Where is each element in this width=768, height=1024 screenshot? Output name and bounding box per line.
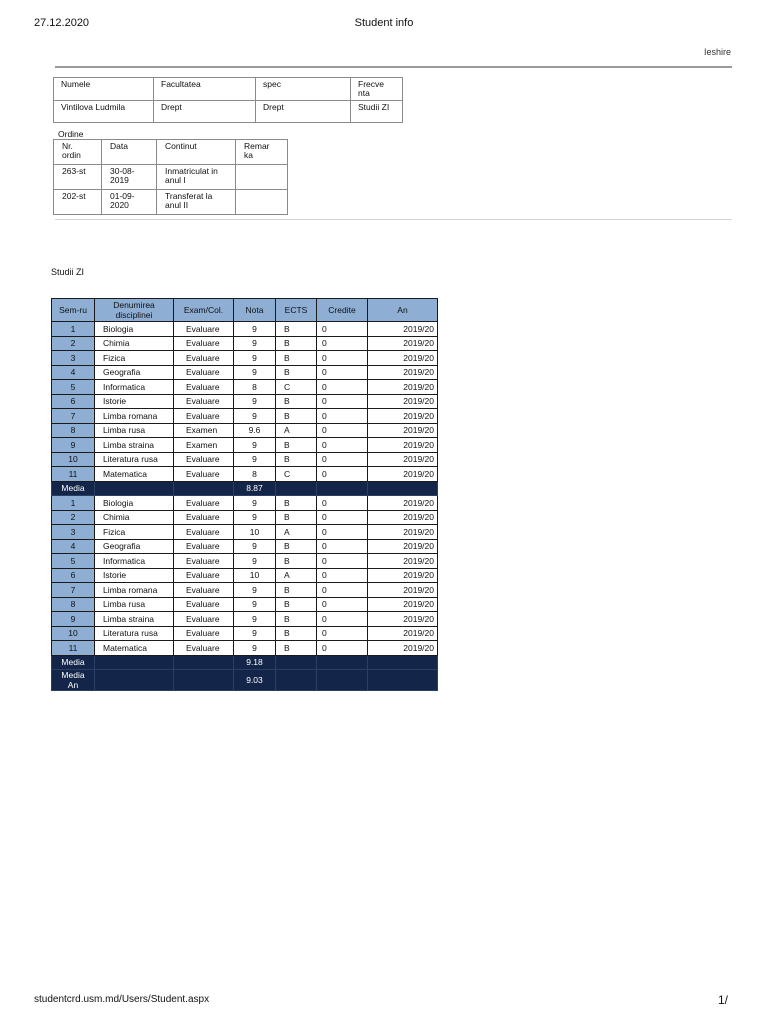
grade-cell: 9 — [234, 539, 276, 554]
discipline-cell: Istorie — [95, 568, 174, 583]
discipline-cell: Matematica — [95, 467, 174, 482]
average-row — [52, 481, 438, 496]
year-cell: 2019/20 — [368, 365, 438, 380]
section-divider — [55, 219, 732, 220]
discipline-cell: Biologia — [95, 496, 174, 511]
year-cell: 2019/20 — [368, 525, 438, 540]
year-cell: 2019/20 — [368, 380, 438, 395]
header-frequency: Frecve nta — [351, 78, 403, 101]
credits-cell: 0 — [317, 554, 368, 569]
semester-cell: 7 — [52, 583, 95, 598]
semester-cell: 5 — [52, 380, 95, 395]
semester-cell: 1 — [52, 496, 95, 511]
order-row — [54, 165, 288, 190]
table-row — [52, 394, 438, 409]
ects-cell — [276, 655, 317, 670]
ects-cell: B — [276, 351, 317, 366]
discipline-cell: Matematica — [95, 641, 174, 656]
exam-type-cell: Evaluare — [174, 626, 234, 641]
exam-type-cell: Evaluare — [174, 597, 234, 612]
grades-body — [52, 322, 438, 691]
exam-type-cell — [174, 670, 234, 691]
credits-cell: 0 — [317, 612, 368, 627]
ects-cell — [276, 481, 317, 496]
student-name: Vintilova Ludmila — [54, 101, 154, 123]
exam-type-cell: Evaluare — [174, 496, 234, 511]
average-value: 8.87 — [234, 481, 276, 496]
order-content-header: Continut — [157, 140, 236, 165]
year-header: An — [368, 299, 438, 322]
exam-type-cell: Evaluare — [174, 539, 234, 554]
grade-cell: 8 — [234, 380, 276, 395]
ects-cell: A — [276, 568, 317, 583]
grade-cell: 9 — [234, 626, 276, 641]
discipline-cell: Informatica — [95, 380, 174, 395]
semester-cell: 7 — [52, 409, 95, 424]
year-cell: 2019/20 — [368, 612, 438, 627]
table-row — [52, 452, 438, 467]
average-label: Media — [52, 655, 95, 670]
year-cell: 2019/20 — [368, 539, 438, 554]
exam-type-cell: Evaluare — [174, 525, 234, 540]
exam-type-cell: Evaluare — [174, 452, 234, 467]
page-title: Student info — [354, 17, 414, 29]
ects-header: ECTS — [276, 299, 317, 322]
grade-cell: 10 — [234, 525, 276, 540]
year-cell — [368, 481, 438, 496]
grades-table — [51, 298, 438, 691]
grade-cell: 9 — [234, 597, 276, 612]
ects-cell: B — [276, 510, 317, 525]
discipline-cell: Geografia — [95, 365, 174, 380]
discipline-cell: Informatica — [95, 554, 174, 569]
average-value: 9.03 — [234, 670, 276, 691]
semester-cell: 3 — [52, 525, 95, 540]
grade-cell: 9 — [234, 583, 276, 598]
ects-cell: C — [276, 467, 317, 482]
grade-cell: 9 — [234, 510, 276, 525]
credits-cell: 0 — [317, 322, 368, 337]
credits-cell: 0 — [317, 438, 368, 453]
discipline-cell: Literatura rusa — [95, 626, 174, 641]
grade-cell: 9 — [234, 641, 276, 656]
credits-cell — [317, 481, 368, 496]
order-remark — [236, 190, 288, 215]
year-cell: 2019/20 — [368, 452, 438, 467]
discipline-cell — [95, 670, 174, 691]
year-cell: 2019/20 — [368, 394, 438, 409]
order-date: 30-08-2019 — [102, 165, 157, 190]
table-row — [52, 510, 438, 525]
credits-cell: 0 — [317, 496, 368, 511]
average-label: Media An — [52, 670, 95, 691]
grade-cell: 9 — [234, 336, 276, 351]
grade-cell: 8 — [234, 467, 276, 482]
ects-cell: B — [276, 322, 317, 337]
credits-cell: 0 — [317, 423, 368, 438]
ects-cell: B — [276, 365, 317, 380]
credits-cell: 0 — [317, 336, 368, 351]
semester-cell: 3 — [52, 351, 95, 366]
student-info-header-row — [54, 78, 403, 101]
ects-cell: B — [276, 583, 317, 598]
exam-type-cell: Evaluare — [174, 322, 234, 337]
semester-cell: 4 — [52, 365, 95, 380]
semester-cell: 10 — [52, 452, 95, 467]
discipline-cell — [95, 655, 174, 670]
exam-type-cell: Evaluare — [174, 380, 234, 395]
order-remark — [236, 165, 288, 190]
ects-cell: B — [276, 336, 317, 351]
credits-cell: 0 — [317, 539, 368, 554]
discipline-cell: Limba straina — [95, 438, 174, 453]
year-cell: 2019/20 — [368, 510, 438, 525]
logout-link[interactable]: Ieshire — [703, 47, 731, 57]
grade-cell: 9 — [234, 554, 276, 569]
order-content: Transferat la anul II — [157, 190, 236, 215]
ects-cell: B — [276, 597, 317, 612]
ects-cell: C — [276, 380, 317, 395]
semester-cell: 1 — [52, 322, 95, 337]
exam-type-cell: Evaluare — [174, 336, 234, 351]
header-specialty: spec — [256, 78, 351, 101]
credits-cell: 0 — [317, 467, 368, 482]
semester-cell: 5 — [52, 554, 95, 569]
header-name: Numele — [54, 78, 154, 101]
exam-type-cell — [174, 655, 234, 670]
table-row — [52, 365, 438, 380]
average-value: 9.18 — [234, 655, 276, 670]
grade-cell: 9 — [234, 394, 276, 409]
table-row — [52, 380, 438, 395]
average-row — [52, 670, 438, 691]
order-content: Inmatriculat in anul I — [157, 165, 236, 190]
table-row — [52, 597, 438, 612]
student-frequency: Studii ZI — [351, 101, 403, 123]
grade-cell: 9 — [234, 452, 276, 467]
table-row — [52, 641, 438, 656]
order-number-header: Nr. ordin — [54, 140, 102, 165]
student-faculty: Drept — [154, 101, 256, 123]
credits-cell: 0 — [317, 510, 368, 525]
semester-cell: 8 — [52, 423, 95, 438]
header-faculty: Facultatea — [154, 78, 256, 101]
table-row — [52, 438, 438, 453]
exam-type-cell: Evaluare — [174, 365, 234, 380]
credits-cell: 0 — [317, 365, 368, 380]
year-cell: 2019/20 — [368, 438, 438, 453]
semester-cell: 2 — [52, 510, 95, 525]
discipline-cell: Chimia — [95, 510, 174, 525]
grade-cell: 9 — [234, 365, 276, 380]
grade-cell: 9 — [234, 322, 276, 337]
year-cell: 2019/20 — [368, 336, 438, 351]
credits-cell — [317, 655, 368, 670]
ects-cell: B — [276, 409, 317, 424]
semester-cell: 11 — [52, 641, 95, 656]
credits-cell: 0 — [317, 452, 368, 467]
semester-cell: 6 — [52, 568, 95, 583]
table-row — [52, 496, 438, 511]
discipline-cell: Limba rusa — [95, 423, 174, 438]
table-row — [52, 525, 438, 540]
semester-cell: 9 — [52, 438, 95, 453]
ects-cell: B — [276, 626, 317, 641]
table-row — [52, 322, 438, 337]
semester-cell: 9 — [52, 612, 95, 627]
exam-type-cell: Examen — [174, 438, 234, 453]
discipline-cell: Fizica — [95, 351, 174, 366]
discipline-header: Denumirea disciplinei — [95, 299, 174, 322]
order-number: 263-st — [54, 165, 102, 190]
average-row — [52, 655, 438, 670]
exam-type-cell — [174, 481, 234, 496]
average-label: Media — [52, 481, 95, 496]
grade-cell: 10 — [234, 568, 276, 583]
ects-cell: A — [276, 525, 317, 540]
year-cell: 2019/20 — [368, 641, 438, 656]
year-cell: 2019/20 — [368, 496, 438, 511]
exam-type-cell: Evaluare — [174, 409, 234, 424]
table-row — [52, 409, 438, 424]
header-divider — [55, 66, 732, 68]
ects-cell: B — [276, 452, 317, 467]
footer-url: studentcrd.usm.md/Users/Student.aspx — [34, 994, 210, 1005]
student-info-table — [53, 77, 403, 123]
ects-cell: B — [276, 612, 317, 627]
grade-cell: 9.6 — [234, 423, 276, 438]
credits-cell: 0 — [317, 626, 368, 641]
exam-type-cell: Evaluare — [174, 467, 234, 482]
ects-cell: B — [276, 539, 317, 554]
semester-cell: 6 — [52, 394, 95, 409]
table-row — [52, 583, 438, 598]
print-date: 27.12.2020 — [34, 17, 90, 29]
ects-cell: B — [276, 438, 317, 453]
credits-cell: 0 — [317, 380, 368, 395]
exam-type-cell: Evaluare — [174, 351, 234, 366]
order-remark-header: Remar ka — [236, 140, 288, 165]
credits-cell: 0 — [317, 597, 368, 612]
table-row — [52, 626, 438, 641]
ects-cell: B — [276, 641, 317, 656]
exam-type-cell: Evaluare — [174, 510, 234, 525]
credits-cell: 0 — [317, 641, 368, 656]
studies-label: Studii ZI — [51, 267, 85, 277]
exam-type-cell: Evaluare — [174, 641, 234, 656]
year-cell: 2019/20 — [368, 568, 438, 583]
exam-type-cell: Evaluare — [174, 612, 234, 627]
ects-cell — [276, 670, 317, 691]
order-number: 202-st — [54, 190, 102, 215]
semester-cell: 11 — [52, 467, 95, 482]
orders-table — [53, 139, 288, 215]
grade-cell: 9 — [234, 351, 276, 366]
exam-type-cell: Evaluare — [174, 583, 234, 598]
credits-cell: 0 — [317, 409, 368, 424]
discipline-cell: Istorie — [95, 394, 174, 409]
discipline-cell: Geografia — [95, 539, 174, 554]
discipline-cell: Chimia — [95, 336, 174, 351]
grade-cell: 9 — [234, 409, 276, 424]
student-specialty: Drept — [256, 101, 351, 123]
ects-cell: B — [276, 554, 317, 569]
year-cell: 2019/20 — [368, 597, 438, 612]
discipline-cell: Limba romana — [95, 409, 174, 424]
discipline-cell: Limba romana — [95, 583, 174, 598]
orders-label: Ordine — [58, 129, 84, 139]
year-cell — [368, 670, 438, 691]
orders-header-row — [54, 140, 288, 165]
discipline-cell — [95, 481, 174, 496]
credits-header: Credite — [317, 299, 368, 322]
discipline-cell: Fizica — [95, 525, 174, 540]
year-cell: 2019/20 — [368, 583, 438, 598]
discipline-cell: Limba rusa — [95, 597, 174, 612]
discipline-cell: Biologia — [95, 322, 174, 337]
ects-cell: B — [276, 496, 317, 511]
year-cell: 2019/20 — [368, 554, 438, 569]
exam-type-cell: Examen — [174, 423, 234, 438]
order-row — [54, 190, 288, 215]
semester-header: Sem-ru — [52, 299, 95, 322]
table-row — [52, 554, 438, 569]
semester-cell: 4 — [52, 539, 95, 554]
order-date-header: Data — [102, 140, 157, 165]
discipline-cell: Limba straina — [95, 612, 174, 627]
table-row — [52, 423, 438, 438]
exam-type-cell: Evaluare — [174, 394, 234, 409]
table-row — [52, 568, 438, 583]
year-cell: 2019/20 — [368, 467, 438, 482]
ects-cell: A — [276, 423, 317, 438]
credits-cell: 0 — [317, 583, 368, 598]
table-row — [52, 539, 438, 554]
exam-type-header: Exam/Col. — [174, 299, 234, 322]
grade-header: Nota — [234, 299, 276, 322]
student-info-value-row — [54, 101, 403, 123]
grades-header-row — [52, 299, 438, 322]
order-date: 01-09-2020 — [102, 190, 157, 215]
table-row — [52, 336, 438, 351]
year-cell: 2019/20 — [368, 322, 438, 337]
exam-type-cell: Evaluare — [174, 554, 234, 569]
year-cell: 2019/20 — [368, 626, 438, 641]
table-row — [52, 351, 438, 366]
table-row — [52, 467, 438, 482]
discipline-cell: Literatura rusa — [95, 452, 174, 467]
table-row — [52, 612, 438, 627]
year-cell: 2019/20 — [368, 409, 438, 424]
semester-cell: 10 — [52, 626, 95, 641]
credits-cell: 0 — [317, 351, 368, 366]
year-cell — [368, 655, 438, 670]
grade-cell: 9 — [234, 438, 276, 453]
semester-cell: 8 — [52, 597, 95, 612]
page-number: 1/ — [718, 993, 729, 1007]
year-cell: 2019/20 — [368, 423, 438, 438]
credits-cell: 0 — [317, 525, 368, 540]
credits-cell: 0 — [317, 394, 368, 409]
credits-cell: 0 — [317, 568, 368, 583]
grade-cell: 9 — [234, 496, 276, 511]
ects-cell: B — [276, 394, 317, 409]
credits-cell — [317, 670, 368, 691]
exam-type-cell: Evaluare — [174, 568, 234, 583]
semester-cell: 2 — [52, 336, 95, 351]
year-cell: 2019/20 — [368, 351, 438, 366]
grade-cell: 9 — [234, 612, 276, 627]
